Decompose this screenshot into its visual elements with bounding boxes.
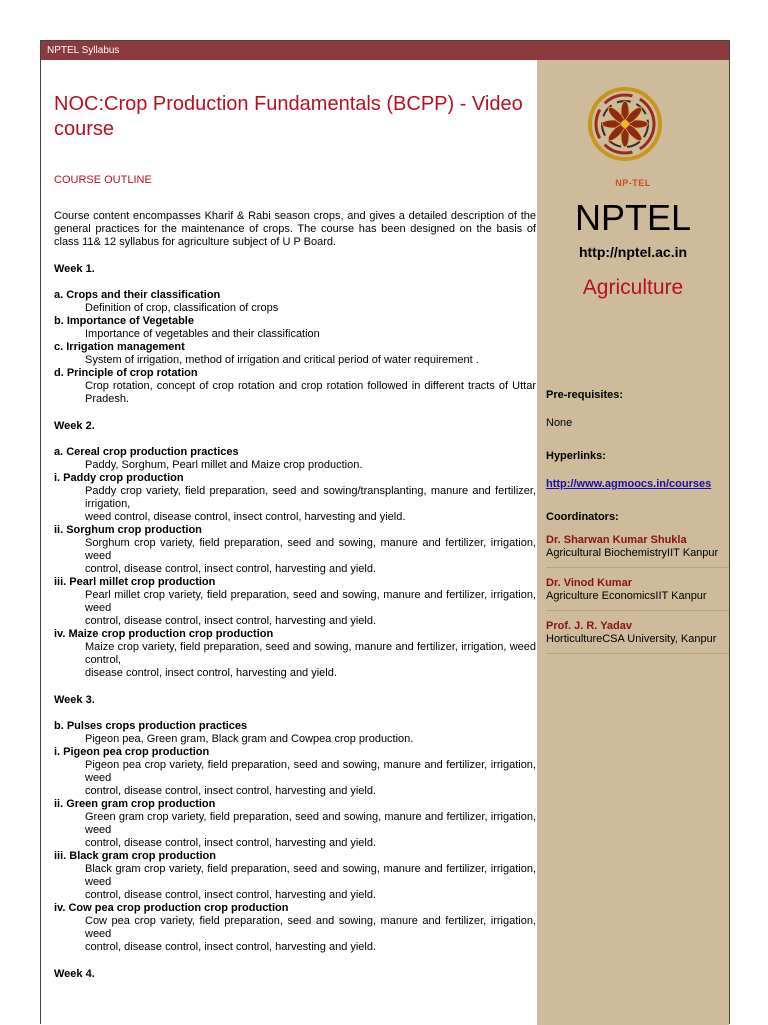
section-detail: control, disease control, insect control, harvesting and yield. xyxy=(85,785,377,797)
section-detail: control, disease control, insect control, harvesting and yield. xyxy=(85,563,377,575)
section-detail: Pigeon pea crop variety, field preparation, seed and sowing, manure and fertilizer, irrigation, weed xyxy=(85,759,536,784)
section-detail: control, disease control, insect control, harvesting and yield. xyxy=(85,837,377,849)
nptel-logo-icon xyxy=(585,82,665,162)
week-heading: Week 1. xyxy=(54,263,95,275)
coordinators-label: Coordinators: xyxy=(546,511,619,523)
section-detail: Pearl millet crop variety, field preparation, seed and sowing, manure and fertilizer, irrigation, weed xyxy=(85,589,536,614)
section-detail: Paddy, Sorghum, Pearl millet and Maize crop production. xyxy=(85,459,363,471)
section-title: a. Cereal crop production practices xyxy=(54,446,239,458)
section-title: ii. Sorghum crop production xyxy=(54,524,202,536)
section-detail: Black gram crop variety, field preparation, seed and sowing, manure and fertilizer, irrigation, weed xyxy=(85,863,536,888)
section-detail: Cow pea crop variety, field preparation, seed and sowing, manure and fertilizer, irrigation, weed xyxy=(85,915,536,940)
coordinator-name: Prof. J. R. Yadav xyxy=(546,620,633,632)
brand-name: NPTEL xyxy=(574,197,692,238)
section-title: iv. Maize crop production crop production xyxy=(54,628,274,640)
section-title: b. Importance of Vegetable xyxy=(54,315,194,327)
coordinator-entry xyxy=(546,534,729,568)
coordinator-affiliation: HorticultureCSA University, Kanpur xyxy=(546,633,717,645)
section-detail: weed control, disease control, insect control, harvesting and yield. xyxy=(85,511,406,523)
section-detail: Importance of vegetables and their classification xyxy=(85,328,320,340)
section-detail: control, disease control, insect control, harvesting and yield. xyxy=(85,889,377,901)
course-title: NOC:Crop Production Fundamentals (BCPP) - Video course xyxy=(54,93,523,140)
coordinator-entry xyxy=(546,620,729,654)
course-outline-heading: COURSE OUTLINE xyxy=(54,174,152,186)
top-bar xyxy=(41,41,729,60)
weeks-list xyxy=(54,263,536,981)
coordinators-list xyxy=(546,534,729,654)
section-title: iv. Cow pea crop production crop production xyxy=(54,902,289,914)
week-heading: Week 3. xyxy=(54,694,95,706)
section-title: a. Crops and their classification xyxy=(54,289,221,301)
prerequisites-label: Pre-requisites: xyxy=(546,389,624,401)
hyperlinks-block xyxy=(546,450,729,491)
week-heading: Week 2. xyxy=(54,420,95,432)
section-detail: Maize crop variety, field preparation, seed and sowing, manure and fertilizer, irrigation, weed control, xyxy=(85,641,536,666)
section-detail: Paddy crop variety, field preparation, seed and sowing/transplanting, manure and fertilizer, irrigation, xyxy=(85,485,536,510)
section-detail: System of irrigation, method of irrigation and critical period of water requirement . xyxy=(85,354,479,366)
sidebar xyxy=(537,60,729,1025)
section-detail: Sorghum crop variety, field preparation, seed and sowing, manure and fertilizer, irrigation, weed xyxy=(85,537,536,562)
hyperlinks-label: Hyperlinks: xyxy=(546,450,606,462)
discipline-name: Agriculture xyxy=(582,276,684,299)
main-content xyxy=(54,92,536,994)
coordinator-entry xyxy=(546,577,729,611)
section-title: i. Pigeon pea crop production xyxy=(54,746,210,758)
section-title: b. Pulses crops production practices xyxy=(54,720,248,732)
prerequisites-block xyxy=(546,389,729,430)
coordinator-name: Dr. Vinod Kumar xyxy=(546,577,632,589)
logo-caption: NP-TEL xyxy=(615,178,651,188)
section-title: iii. Pearl millet crop production xyxy=(54,576,216,588)
course-hyperlink[interactable]: http://www.agmoocs.in/courses xyxy=(546,478,712,490)
section-detail: control, disease control, insect control, harvesting and yield. xyxy=(85,941,377,953)
prerequisites-value: None xyxy=(546,417,573,429)
section-detail: disease control, insect control, harvesting and yield. xyxy=(85,667,337,679)
section-title: i. Paddy crop production xyxy=(54,472,184,484)
page-frame xyxy=(40,40,730,1024)
week-heading: Week 4. xyxy=(54,968,95,980)
course-description: Course content encompasses Kharif & Rabi season crops, and gives a detailed description of the general practices for the maintenance of crops. The course has been designed on the basis of class 11& 12 syllabus for agriculture subject of U P Board. xyxy=(54,210,536,248)
section-title: ii. Green gram crop production xyxy=(54,798,216,810)
brand-url: http://nptel.ac.in xyxy=(578,244,688,260)
section-detail: Pigeon pea, Green gram, Black gram and Cowpea crop production. xyxy=(85,733,414,745)
section-title: c. Irrigation management xyxy=(54,341,185,353)
section-detail: control, disease control, insect control, harvesting and yield. xyxy=(85,615,377,627)
coordinator-affiliation: Agriculture EconomicsIIT Kanpur xyxy=(546,590,707,602)
coordinators-block xyxy=(546,511,729,663)
section-title: d. Principle of crop rotation xyxy=(54,367,198,379)
section-title: iii. Black gram crop production xyxy=(54,850,216,862)
section-detail: Green gram crop variety, field preparation, seed and sowing, manure and fertilizer, irrigation, weed xyxy=(85,811,536,836)
section-detail: Crop rotation, concept of crop rotation and crop rotation followed in different tracts of Uttar Pradesh. xyxy=(85,380,536,405)
coordinator-name: Dr. Sharwan Kumar Shukla xyxy=(546,534,687,546)
topbar-label: NPTEL Syllabus xyxy=(47,45,120,56)
coordinator-affiliation: Agricultural BiochemistryIIT Kanpur xyxy=(546,547,719,559)
section-detail: Definition of crop, classification of crops xyxy=(85,302,279,314)
